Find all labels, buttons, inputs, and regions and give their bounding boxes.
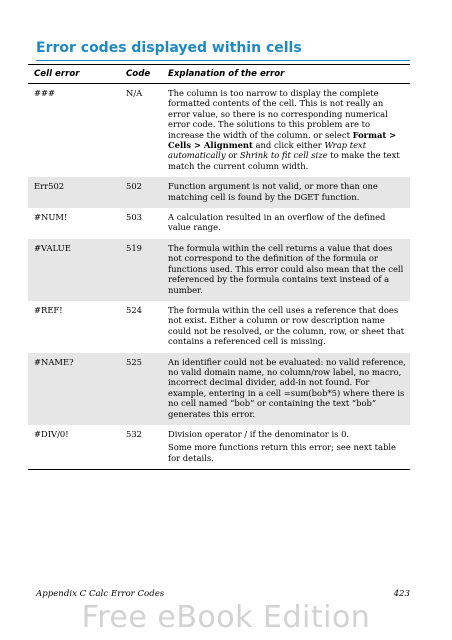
explanation-text — [168, 181, 406, 202]
cell-explanation — [162, 425, 410, 470]
table-row — [28, 239, 410, 301]
watermark: Free eBook Edition — [81, 600, 371, 635]
table-body — [28, 84, 410, 470]
explanation-segment: or — [225, 150, 240, 161]
header-cell-error: Cell error — [28, 65, 120, 84]
cell-error: #NAME? — [28, 353, 120, 425]
explanation-segment: and click either — [252, 140, 325, 151]
cell-explanation — [162, 301, 410, 353]
cell-explanation — [162, 208, 410, 239]
explanation-text — [168, 357, 406, 419]
header-code: Code — [120, 65, 162, 84]
table-header-row — [28, 65, 410, 84]
cell-error: #VALUE — [28, 239, 120, 301]
explanation-segment: Shrink to fit cell size — [239, 150, 328, 161]
cell-error: #NUM! — [34, 212, 68, 223]
cell-code: 502 — [120, 177, 162, 208]
footer-chapter: Appendix C Calc Error Codes — [36, 589, 165, 599]
header-explanation: Explanation of the error — [162, 65, 410, 84]
explanation-text — [168, 212, 406, 233]
page-number: 423 — [393, 589, 410, 599]
table-row — [28, 425, 410, 470]
cell-explanation — [162, 239, 410, 301]
table-row — [28, 84, 410, 178]
cell-error: #REF! — [34, 304, 63, 315]
explanation-segment: Format > Cells > Alignment — [168, 129, 397, 151]
explanation-segment: Function argument is not valid, or more than one matching cell is found by the DGET function. — [168, 181, 378, 202]
cell-code: N/A — [126, 88, 143, 98]
explanation-text — [168, 88, 406, 171]
explanation-segment: to make the text match the current column width. — [168, 150, 400, 171]
cell-code: 525 — [120, 353, 162, 425]
cell-code: 519 — [120, 239, 162, 301]
table-row — [28, 301, 410, 353]
explanation-text — [168, 243, 406, 295]
explanation-segment: Division operator / if the denominator is 0. — [168, 428, 350, 439]
explanation-segment: The formula within the cell returns a value that does not correspond to the definition of the formula or functions used. This error could also mean that the cell referenced by the formula contains text instead of a number. — [168, 242, 404, 295]
error-codes-table — [28, 64, 410, 470]
table-row — [28, 353, 410, 425]
cell-error: Err502 — [28, 177, 120, 208]
cell-code: 503 — [126, 212, 142, 223]
table-row — [28, 177, 410, 208]
explanation-segment: An identifier could not be evaluated: no valid reference, no valid domain name, no column/row label, no macro, incorrect decimal divider, add-in not found. For example, entering in a cell =sum(bob*5) where there is no cell named “bob” or containing the text “bob” generates this error. — [168, 356, 406, 419]
cell-explanation — [162, 353, 410, 425]
cell-code: 524 — [126, 304, 142, 315]
explanation-segment: Wrap text automatically — [168, 140, 367, 161]
cell-error: #DIV/0! — [34, 428, 69, 439]
explanation-segment: The column is too narrow to display the complete formatted contents of the cell. This is not really an error value, so there is no corresponding numerical error code. The solutions to this problem are to increase the width of the column. or select — [168, 88, 388, 140]
cell-code: 532 — [126, 428, 142, 439]
explanation-text — [168, 305, 406, 347]
table-row — [28, 208, 410, 239]
explanation-note: Some more functions return this error; see next table for details. — [168, 442, 396, 463]
section-heading: Error codes displayed within cells — [36, 40, 410, 61]
explanation-text — [168, 429, 406, 439]
cell-error: ### — [34, 88, 56, 98]
explanation-segment: A calculation resulted in an overflow of the defined value range. — [168, 212, 386, 233]
explanation-segment: The formula within the cell uses a reference that does not exist. Either a column or row description name could not be resolved, or the column, row, or sheet that contains a referenced cell is missing. — [168, 304, 405, 347]
cell-explanation — [162, 177, 410, 208]
cell-explanation — [162, 84, 410, 178]
